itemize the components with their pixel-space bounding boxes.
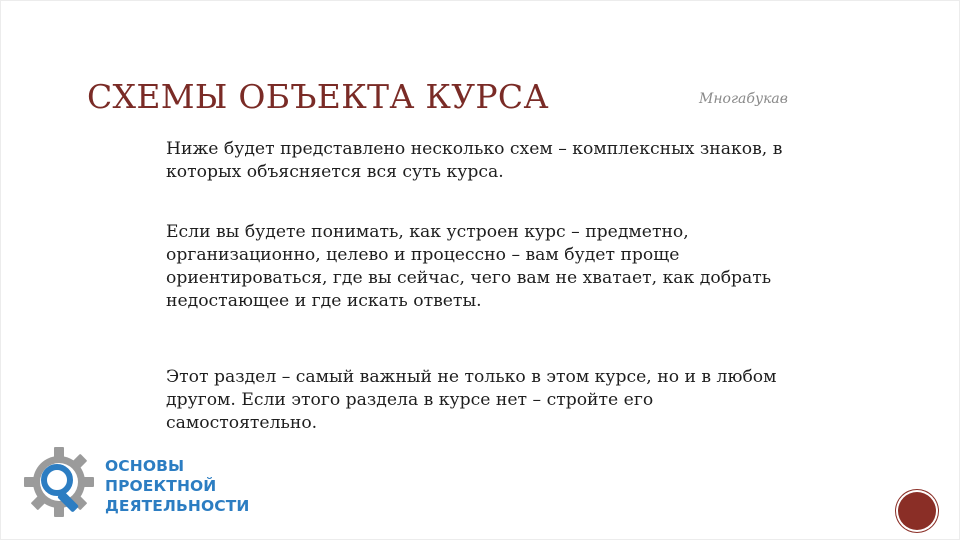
gear-magnifier-icon [21,444,97,520]
logo-wordmark [105,456,249,516]
paragraph-importance: Этот раздел – самый важный не только в этом курсе, но и в любом другом. Если этого раздела в курсе нет – стройте его самостоятельно. [166,367,777,433]
logo-line-2: ПРОЕКТНОЙ [105,477,217,495]
author-caption: Многабукав [699,91,788,107]
course-logo [21,444,251,524]
paragraph-structure: Если вы будете понимать, как устроен курс – предметно, организационно, целево и процессно – вам будет проще ориентироваться, где вы сейчас, чего вам не хватает, как добрать недостающее и где искать ответы. [166,222,772,311]
paragraph-intro: Ниже будет представлено несколько схем – комплексных знаков, в которых объясняется вся суть курса. [166,139,783,182]
page-number-badge [898,492,936,530]
logo-line-3: ДЕЯТЕЛЬНОСТИ [105,497,250,515]
logo-line-1: ОСНОВЫ [105,457,185,475]
slide-title: СХЕМЫ ОБЪЕКТА КУРСА [87,77,549,116]
